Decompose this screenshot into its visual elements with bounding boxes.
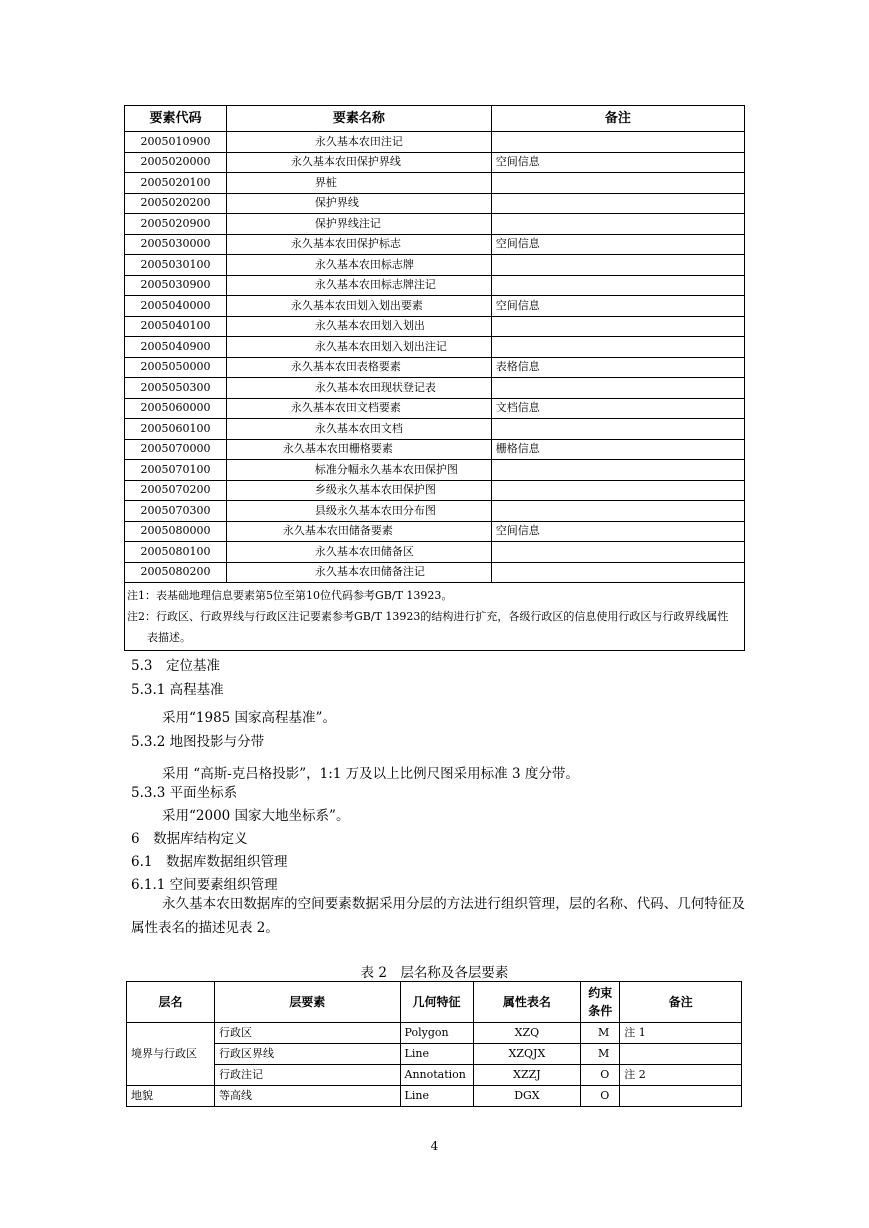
row-note: 表格信息 [491, 357, 744, 378]
table-notes-row [125, 583, 745, 651]
table-row [127, 1065, 742, 1086]
table-row [125, 316, 745, 337]
row-note: 空间信息 [491, 234, 744, 255]
table-row [125, 275, 745, 296]
row-name: 永久基本农田文档要素 [226, 398, 491, 419]
table-row [125, 152, 745, 173]
table-row [127, 1023, 742, 1044]
header-geometry: 几何特征 [400, 982, 473, 1023]
row-code: 2005040900 [125, 337, 227, 358]
header-code: 要素代码 [125, 106, 227, 132]
row-name: 县级永久基本农田分布图 [226, 501, 491, 522]
row-name: 永久基本农田保护标志 [226, 234, 491, 255]
note-1: 注1：表基础地理信息要素第5位至第10位代码参考GB/T 13923。 [127, 589, 453, 602]
table-row [125, 378, 745, 399]
row-code: 2005030100 [125, 255, 227, 276]
heading-6-1-1: 6.1.1 空间要素组织管理 [131, 877, 278, 893]
layer-element: 行政区界线 [214, 1044, 400, 1065]
table-row [127, 1086, 742, 1107]
table-row [125, 562, 745, 583]
table-row [125, 214, 745, 235]
table-row [125, 398, 745, 419]
row-note [491, 460, 744, 481]
row-note [491, 316, 744, 337]
row-code: 2005020000 [125, 152, 227, 173]
row-note [491, 562, 744, 583]
row-code: 2005060100 [125, 419, 227, 440]
table2-header-row [127, 982, 742, 1023]
para-5-3-2: 采用 “高斯-克吕格投影”，1:1 万及以上比例尺图采用标准 3 度分带。 [162, 766, 579, 782]
row-code: 2005040100 [125, 316, 227, 337]
layer-name: 地貌 [127, 1086, 215, 1107]
row-code: 2005030000 [125, 234, 227, 255]
table-row [125, 296, 745, 317]
row-code: 2005070200 [125, 480, 227, 501]
layer-geometry: Annotation [400, 1065, 473, 1086]
row-note [491, 214, 744, 235]
row-note [491, 173, 744, 194]
layer-name: 境界与行政区 [127, 1023, 215, 1086]
table-row [125, 521, 745, 542]
table-body [125, 132, 745, 583]
layer-attr-table: DGX [473, 1086, 581, 1107]
layer-constraint: O [581, 1086, 620, 1107]
table-row [125, 173, 745, 194]
row-note [491, 480, 744, 501]
para-5-3-1: 采用“1985 国家高程基准”。 [162, 710, 336, 726]
row-name: 永久基本农田划入划出 [226, 316, 491, 337]
row-name: 永久基本农田保护界线 [226, 152, 491, 173]
row-note [491, 132, 744, 153]
heading-5-3-1: 5.3.1 高程基准 [131, 682, 224, 698]
layer-geometry: Line [400, 1086, 473, 1107]
page-number: 4 [430, 1139, 439, 1153]
row-code: 2005050000 [125, 357, 227, 378]
row-code: 2005080100 [125, 542, 227, 563]
table-row [125, 132, 745, 153]
row-code: 2005040000 [125, 296, 227, 317]
row-name: 乡级永久基本农田保护图 [226, 480, 491, 501]
row-note [491, 275, 744, 296]
layer-attr-table: XZZJ [473, 1065, 581, 1086]
header-layer: 层名 [127, 982, 215, 1023]
para-6-1-1: 永久基本农田数据库的空间要素数据采用分层的方法进行组织管理，层的名称、代码、几何特征及属性表名的描述见表 2。 [131, 896, 745, 936]
table-row [125, 234, 745, 255]
row-code: 2005020900 [125, 214, 227, 235]
row-code: 2005070000 [125, 439, 227, 460]
layer-element: 行政区 [214, 1023, 400, 1044]
table-row [125, 357, 745, 378]
header-element: 层要素 [214, 982, 400, 1023]
layer-element: 行政注记 [214, 1065, 400, 1086]
row-name: 永久基本农田栅格要素 [226, 439, 491, 460]
row-note [491, 542, 744, 563]
table-row [125, 480, 745, 501]
layer-constraint: M [581, 1044, 620, 1065]
row-code: 2005020100 [125, 173, 227, 194]
row-note [491, 378, 744, 399]
row-code: 2005060000 [125, 398, 227, 419]
layer-remark: 注 2 [620, 1065, 742, 1086]
row-name: 永久基本农田标志牌 [226, 255, 491, 276]
note-2: 注2：行政区、行政界线与行政区注记要素参考GB/T 13923的结构进行扩充，各级行政区的信息使用行政区与行政界线属性表描述。 [127, 610, 729, 644]
table-row [125, 542, 745, 563]
row-code: 2005080200 [125, 562, 227, 583]
row-note: 空间信息 [491, 152, 744, 173]
row-name: 永久基本农田现状登记表 [226, 378, 491, 399]
row-note [491, 193, 744, 214]
table-row [125, 460, 745, 481]
feature-code-table [124, 105, 745, 651]
row-name: 永久基本农田储备要素 [226, 521, 491, 542]
row-note [491, 419, 744, 440]
row-note: 空间信息 [491, 521, 744, 542]
row-code: 2005070100 [125, 460, 227, 481]
row-note: 栅格信息 [491, 439, 744, 460]
row-name: 永久基本农田文档 [226, 419, 491, 440]
row-name: 保护界线 [226, 193, 491, 214]
table-row [125, 193, 745, 214]
row-name: 永久基本农田表格要素 [226, 357, 491, 378]
layer-geometry: Polygon [400, 1023, 473, 1044]
row-name: 永久基本农田划入划出要素 [226, 296, 491, 317]
para-5-3-3: 采用“2000 国家大地坐标系”。 [162, 808, 350, 824]
table-row [125, 337, 745, 358]
row-code: 2005030900 [125, 275, 227, 296]
row-name: 永久基本农田标志牌注记 [226, 275, 491, 296]
row-code: 2005010900 [125, 132, 227, 153]
table-row [125, 439, 745, 460]
row-name: 界桩 [226, 173, 491, 194]
row-name: 标准分幅永久基本农田保护图 [226, 460, 491, 481]
row-name: 永久基本农田划入划出注记 [226, 337, 491, 358]
heading-6: 6 数据库结构定义 [131, 831, 248, 847]
layer-element: 等高线 [214, 1086, 400, 1107]
row-name: 保护界线注记 [226, 214, 491, 235]
table-row [125, 419, 745, 440]
table-header-row [125, 106, 745, 132]
row-note [491, 337, 744, 358]
table-row [127, 1044, 742, 1065]
table-notes [125, 583, 745, 651]
layer-constraint: M [581, 1023, 620, 1044]
layer-remark [620, 1044, 742, 1065]
row-note: 空间信息 [491, 296, 744, 317]
layer-constraint: O [581, 1065, 620, 1086]
header-constraint: 约束条件 [581, 982, 620, 1023]
layer-attr-table: XZQJX [473, 1044, 581, 1065]
layer-geometry: Line [400, 1044, 473, 1065]
layer-attr-table: XZQ [473, 1023, 581, 1044]
row-name: 永久基本农田储备注记 [226, 562, 491, 583]
table-row [125, 501, 745, 522]
row-note: 文档信息 [491, 398, 744, 419]
layer-table [126, 981, 742, 1107]
heading-5-3-2: 5.3.2 地图投影与分带 [131, 734, 265, 750]
row-note [491, 501, 744, 522]
heading-6-1: 6.1 数据库数据组织管理 [131, 854, 288, 870]
heading-5-3: 5.3 定位基准 [131, 658, 220, 674]
row-name: 永久基本农田储备区 [226, 542, 491, 563]
table-row [125, 255, 745, 276]
heading-5-3-3: 5.3.3 平面坐标系 [131, 785, 238, 801]
row-code: 2005070300 [125, 501, 227, 522]
row-code: 2005080000 [125, 521, 227, 542]
table2-caption: 表 2 层名称及各层要素 [360, 965, 509, 981]
layer-remark: 注 1 [620, 1023, 742, 1044]
layer-remark [620, 1086, 742, 1107]
header-remark: 备注 [620, 982, 742, 1023]
header-attr-table: 属性表名 [473, 982, 581, 1023]
row-code: 2005020200 [125, 193, 227, 214]
row-name: 永久基本农田注记 [226, 132, 491, 153]
header-name: 要素名称 [226, 106, 491, 132]
header-note: 备注 [491, 106, 744, 132]
row-note [491, 255, 744, 276]
row-code: 2005050300 [125, 378, 227, 399]
